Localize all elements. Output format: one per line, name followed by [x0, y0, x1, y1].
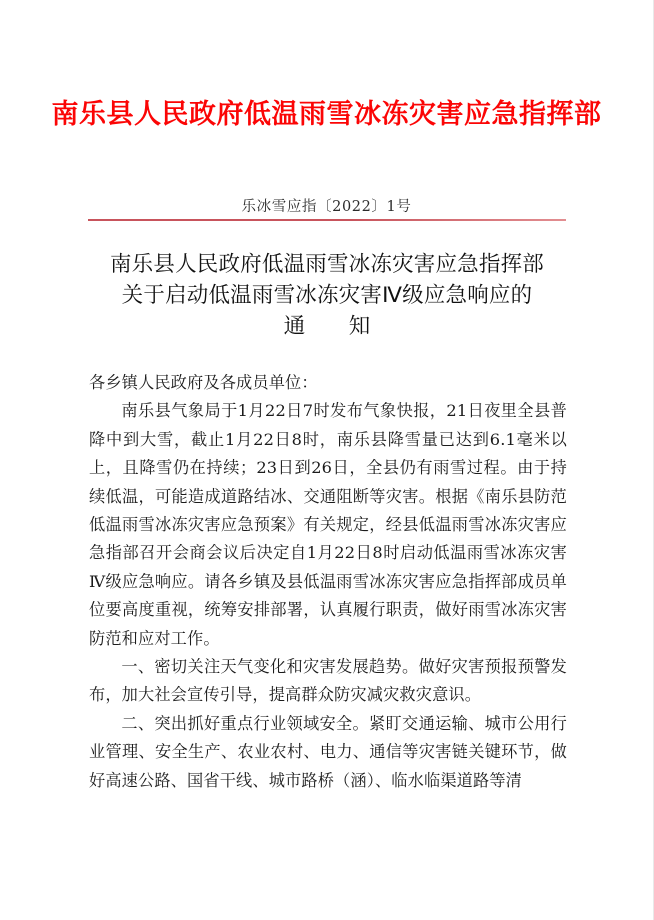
document-number: 乐冰雪应指〔2022〕1号 [241, 199, 412, 215]
header-separator-rule [88, 219, 566, 221]
body-paragraph-1: 南乐县气象局于1月22日7时发布气象快报，21日夜里全县普降中到大雪，截止1月22日8时，南乐县降雪量已达到6.1毫米以上，且降雪仍在持续；23日到26日，全县仍有雨雪过程。由于持续低温，可能造成道路结冰、交通阻断等灾害。根据《南乐县防范低温雨雪冰冻灾害应急预案》有关规定，经县低温雨雪冰冻灾害应急指部召开会商会议后决定自1月22日8时启动低温雨雪冰冻灾害Ⅳ级应急响应。请各乡镇及县低温雨雪冰冻灾害应急指挥部成员单位要高度重视，统筹安排部署，认真履行职责，做好雨雪冰冻灾害防范和应对工作。 [89, 401, 567, 648]
masthead [0, 99, 653, 130]
document-title-line-3: 通 知 [283, 314, 371, 338]
document-title-block [60, 249, 594, 342]
salutation: 各乡镇人民政府及各成员单位： [89, 373, 318, 392]
body-item-2: 二、突出抓好重点行业领域安全。紧盯交通运输、城市公用行业管理、安全生产、农业农村、电力、通信等灾害链关键环节，做好高速公路、国省干线、城市路桥（涵）、临水临渠道路等清 [89, 713, 567, 790]
body-item-1: 一、密切关注天气变化和灾害发展趋势。做好灾害预报预警发布，加大社会宣传引导，提高群众防灾减灾救灾意识。 [89, 657, 567, 705]
document-body [89, 369, 567, 795]
document-title-line-2: 关于启动低温雨雪冰冻灾害Ⅳ级应急响应的 [121, 283, 533, 307]
document-title-line-1: 南乐县人民政府低温雨雪冰冻灾害应急指挥部 [109, 252, 544, 276]
masthead-title: 南乐县人民政府低温雨雪冰冻灾害应急指挥部 [51, 99, 602, 129]
